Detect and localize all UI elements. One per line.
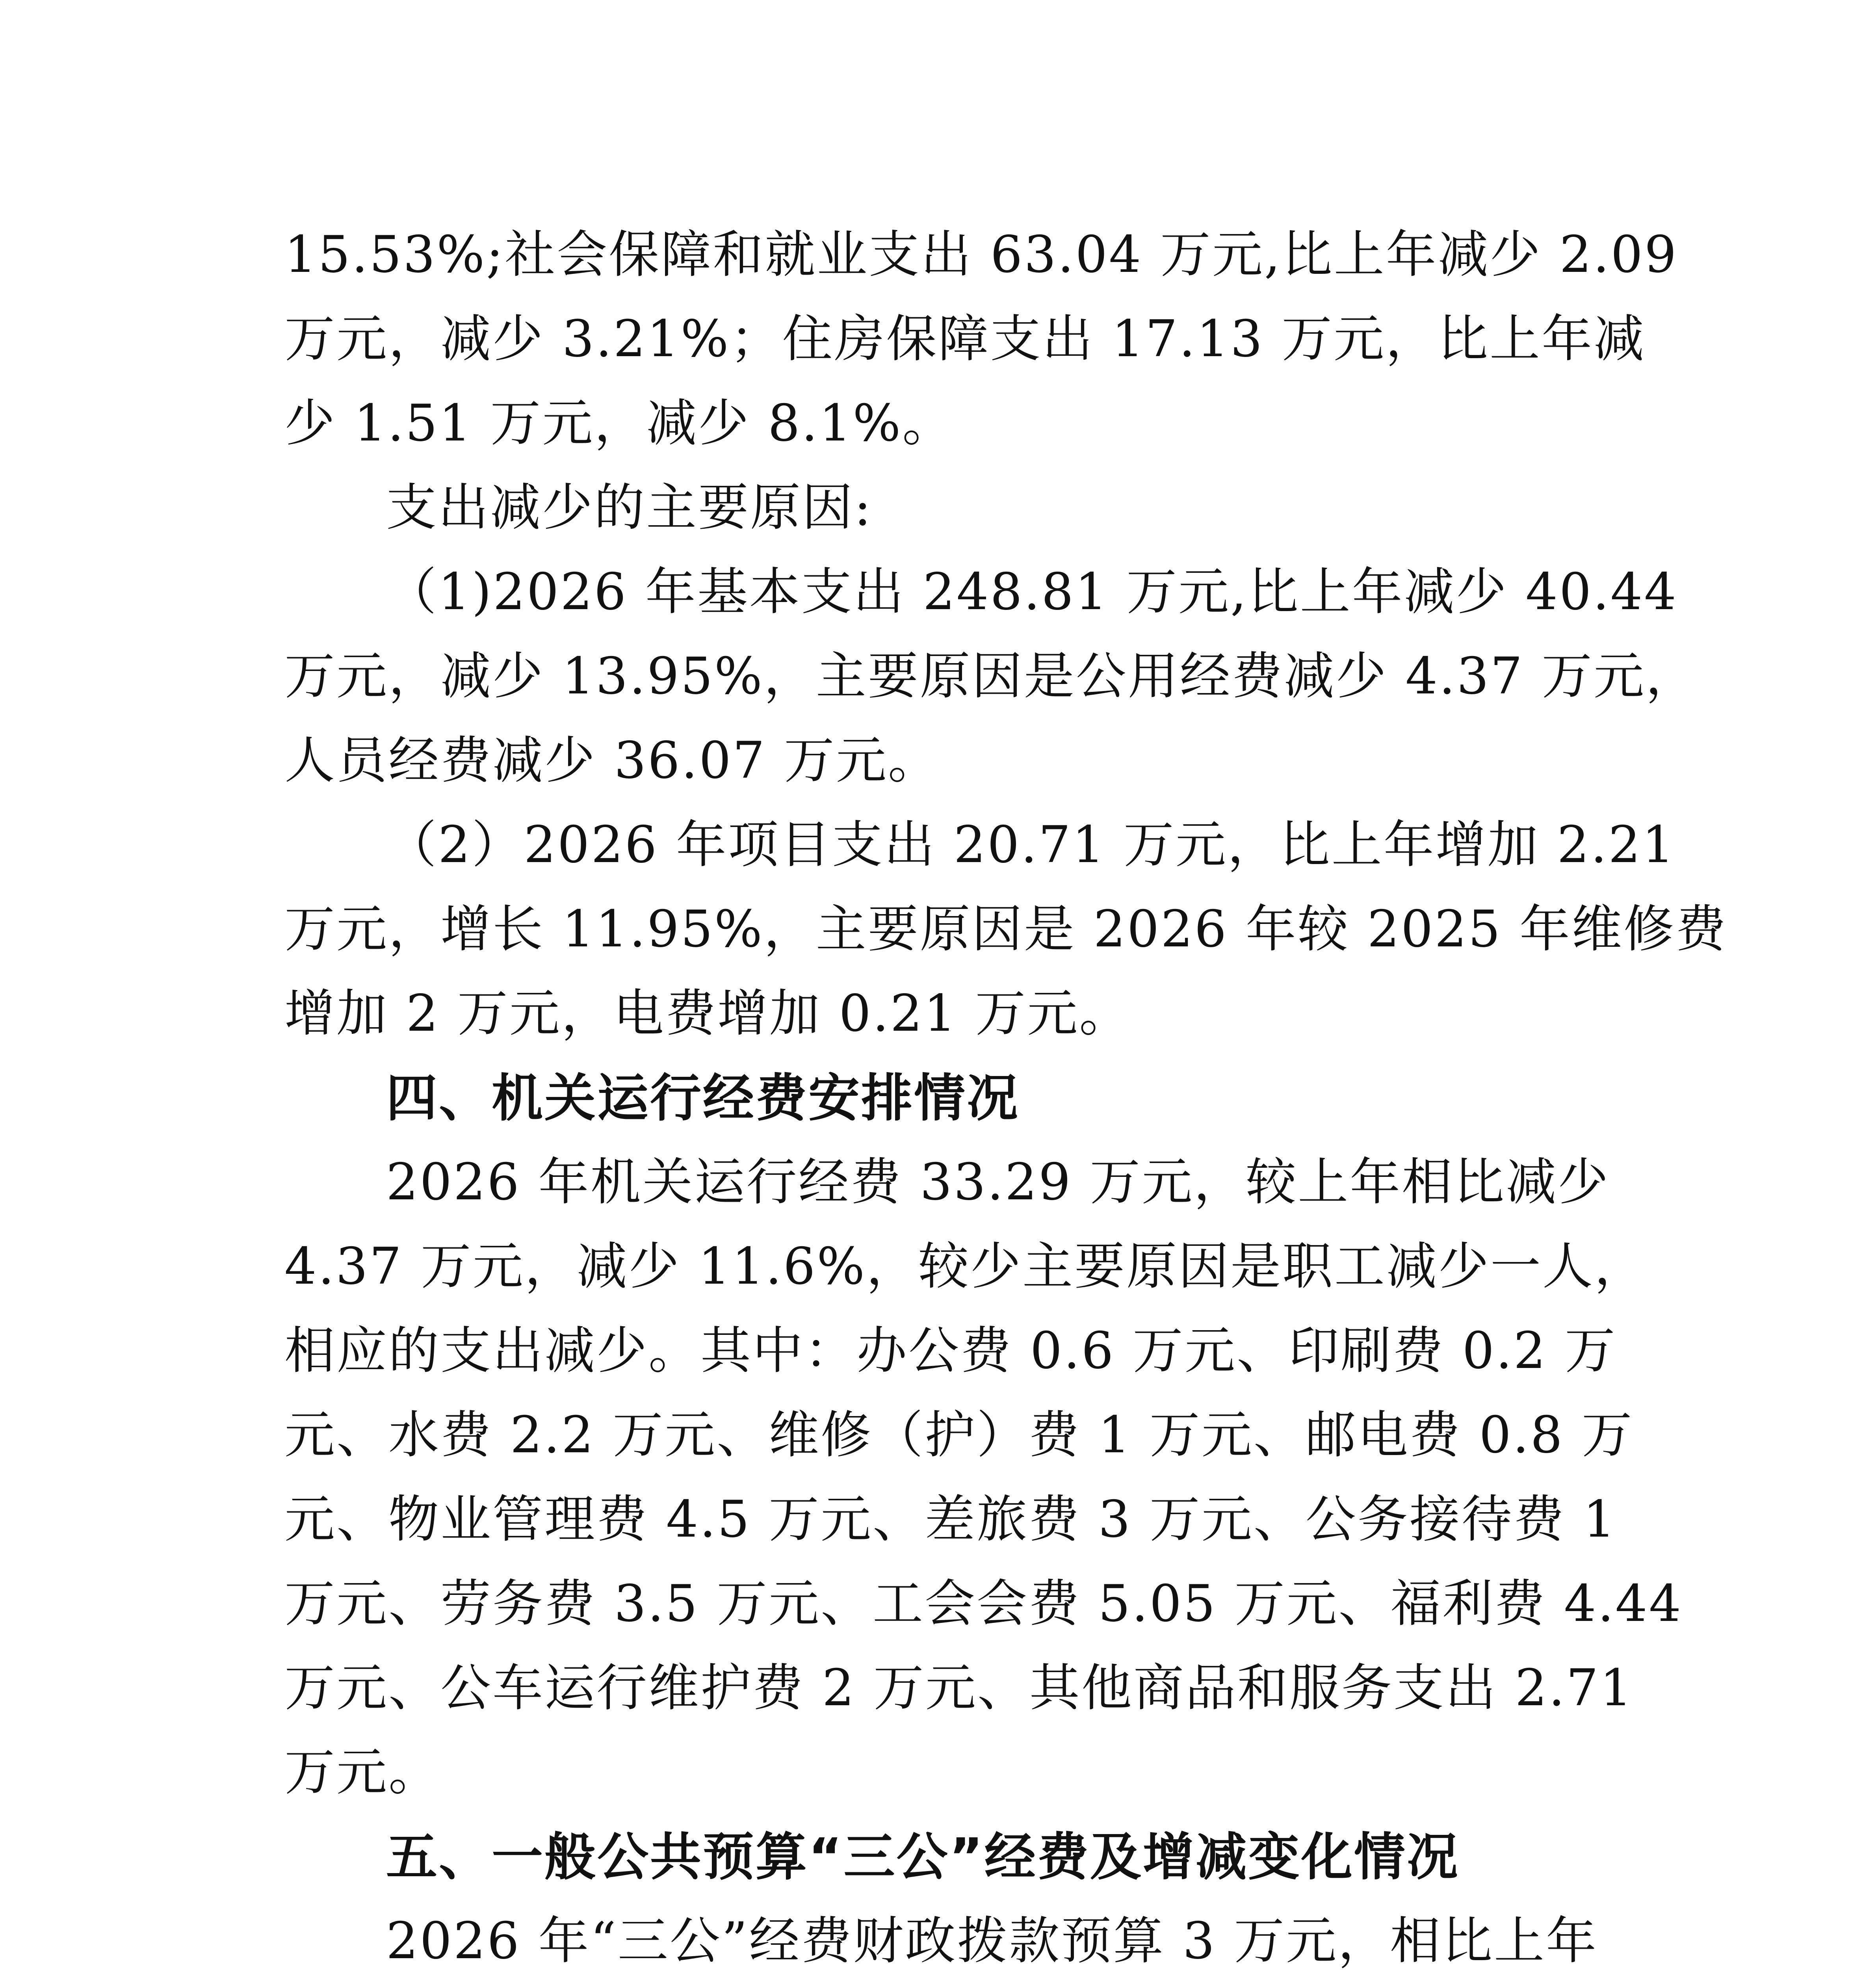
paragraph-start: （1)2026 年基本支出 248.81 万元,比上年减少 40.44	[386, 563, 1678, 621]
text-line: 万元。	[284, 1743, 441, 1802]
text-line: 增加 2 万元，电费增加 0.21 万元。	[284, 984, 1131, 1043]
paragraph-start: （2）2026 年项目支出 20.71 万元，比上年增加 2.21	[386, 816, 1676, 874]
text-line: 万元，减少 3.21%；住房保障支出 17.13 万元，比上年减	[284, 310, 1646, 368]
section-heading: 五、一般公共预算“三公”经费及增减变化情况	[386, 1827, 1460, 1887]
paragraph-start: 2026 年机关运行经费 33.29 万元，较上年相比减少	[386, 1153, 1610, 1212]
text-line: 万元，减少 13.95%，主要原因是公用经费减少 4.37 万元，	[284, 647, 1698, 706]
text-line: 万元、公车运行维护费 2 万元、其他商品和服务支出 2.71	[284, 1659, 1634, 1717]
text-line: 相应的支出减少。其中：办公费 0.6 万元、印刷费 0.2 万	[284, 1321, 1617, 1380]
text-line: 15.53%;社会保障和就业支出 63.04 万元,比上年减少 2.09	[284, 225, 1678, 284]
text-line: 人员经费减少 36.07 万元。	[284, 731, 940, 790]
section-heading: 四、机关运行经费安排情况	[386, 1068, 1020, 1128]
text-line: 万元，增长 11.95%，主要原因是 2026 年较 2025 年维修费	[284, 900, 1727, 959]
text-line: 4.37 万元，减少 11.6%，较少主要原因是职工减少一人，	[284, 1237, 1647, 1296]
paragraph-start: 2026 年“三公”经费财政拨款预算 3 万元，相比上年	[386, 1912, 1598, 1970]
text-line: 万元、劳务费 3.5 万元、工会会费 5.05 万元、福利费 4.44	[284, 1574, 1683, 1633]
body-text	[284, 213, 1727, 1970]
text-line: 少 1.51 万元，减少 8.1%。	[284, 394, 955, 453]
paragraph-start: 支出减少的主要原因:	[386, 478, 873, 537]
text-line: 元、物业管理费 4.5 万元、差旅费 3 万元、公务接待费 1	[284, 1490, 1617, 1549]
text-line: 元、水费 2.2 万元、维修（护）费 1 万元、邮电费 0.8 万	[284, 1406, 1634, 1464]
